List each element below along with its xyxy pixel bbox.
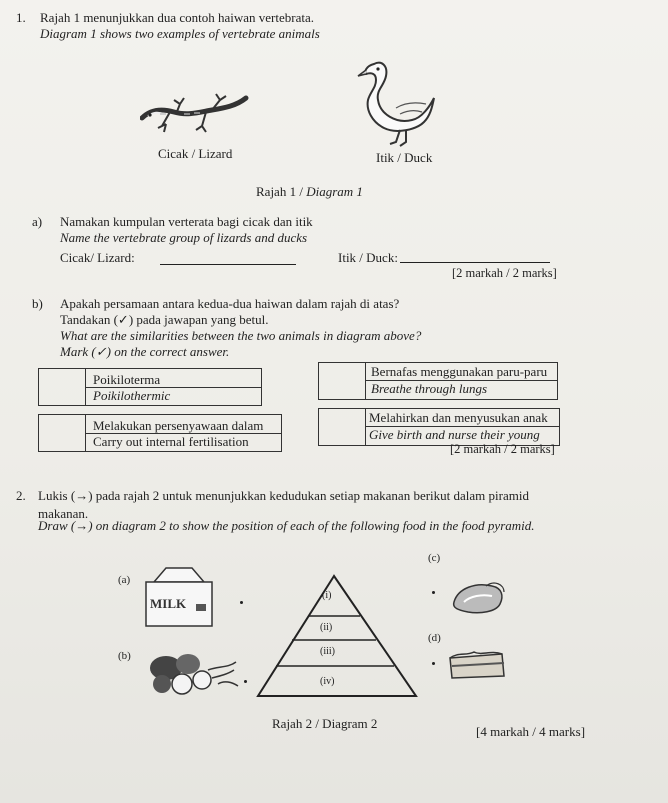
- option-internal-fertilisation-en: Carry out internal fertilisation: [93, 434, 249, 449]
- fruits-vegetables-illustration: [148, 650, 240, 696]
- duck-caption: Itik / Duck: [376, 150, 433, 165]
- option-breathe-lungs[interactable]: [318, 362, 558, 400]
- question-2-ms-1: Lukis (→) pada rajah 2 untuk menunjukkan kedudukan setiap makanan berikut dalam piramid: [38, 488, 529, 503]
- option-internal-fertilisation-checkbox[interactable]: [38, 414, 86, 452]
- cake-illustration: [446, 646, 506, 682]
- diagram-1-caption-en: Diagram 1: [306, 184, 363, 199]
- food-label-c: (c): [428, 552, 441, 564]
- option-give-birth-ms: Melahirkan dan menyusukan anak: [369, 410, 548, 425]
- lizard-caption: Cicak / Lizard: [158, 146, 233, 161]
- question-2-en: Draw (→) on diagram 2 to show the position of each of the following food in the food pyramid.: [38, 518, 535, 533]
- diagram-1-caption-ms: Rajah 1 /: [256, 184, 307, 199]
- duck-answer-line[interactable]: [400, 262, 550, 263]
- meat-dot[interactable]: [432, 591, 435, 594]
- option-breathe-lungs-en: Breathe through lungs: [371, 381, 488, 396]
- option-give-birth-en: Give birth and nurse their young: [369, 427, 540, 442]
- food-label-a: (a): [118, 574, 131, 586]
- part-a-question-ms: Namakan kumpulan verterata bagi cicak dan itik: [60, 214, 313, 229]
- option-poikilothermic-checkbox[interactable]: [38, 368, 86, 406]
- part-b-marks: [2 markah / 2 marks]: [450, 442, 555, 456]
- option-poikilothermic[interactable]: [38, 368, 262, 406]
- milk-carton-illustration: [142, 566, 216, 628]
- lizard-illustration: [140, 88, 250, 136]
- question-2-marks: [4 markah / 4 marks]: [476, 724, 586, 739]
- part-a-question-en: Name the vertebrate group of lizards and ducks: [60, 230, 308, 245]
- question-1-intro-ms: Rajah 1 menunjukkan dua contoh haiwan vertebrata.: [40, 10, 314, 25]
- part-b-question-en-1: What are the similarities between the two animals in diagram above?: [60, 328, 422, 343]
- part-b-question-ms-1: Apakah persamaan antara kedua-dua haiwan dalam rajah di atas?: [60, 296, 400, 311]
- fruits-dot[interactable]: [244, 680, 247, 683]
- option-give-birth[interactable]: [318, 408, 560, 446]
- food-label-b: (b): [118, 650, 131, 662]
- part-a-marks: [2 markah / 2 marks]: [452, 266, 557, 280]
- option-poikilothermic-en: Poikilothermic: [93, 388, 171, 403]
- question-2-number: 2.: [16, 488, 26, 503]
- part-b-label: b): [32, 296, 43, 311]
- part-b-question-ms-2: Tandakan (✓) pada jawapan yang betul.: [60, 312, 269, 327]
- part-b-question-en-2: Mark (✓) on the correct answer.: [60, 344, 230, 359]
- cake-dot[interactable]: [432, 662, 435, 665]
- diagram-2-caption: Rajah 2 / Diagram 2: [272, 716, 378, 731]
- part-a-label: a): [32, 214, 43, 229]
- option-internal-fertilisation[interactable]: [38, 414, 282, 452]
- question-1-number: 1.: [16, 10, 26, 25]
- question-1-intro-en: Diagram 1 shows two examples of vertebrate animals: [40, 26, 320, 41]
- option-poikilothermic-ms: Poikiloterma: [93, 372, 161, 387]
- food-label-d: (d): [428, 632, 441, 644]
- food-pyramid: [252, 572, 422, 704]
- question-2-ms-2: makanan.: [38, 506, 89, 521]
- duck-illustration: [356, 58, 438, 148]
- option-breathe-lungs-ms: Bernafas menggunakan paru-paru: [371, 364, 548, 379]
- duck-field-label: Itik / Duck:: [338, 250, 398, 265]
- pyramid-level-iii[interactable]: (iii): [320, 646, 335, 657]
- option-breathe-lungs-checkbox[interactable]: [318, 362, 366, 400]
- meat-illustration: [450, 580, 506, 616]
- pyramid-level-i[interactable]: (i): [322, 590, 332, 601]
- milk-dot[interactable]: [240, 601, 243, 604]
- lizard-field-label: Cicak/ Lizard:: [60, 250, 135, 265]
- pyramid-level-iv[interactable]: (iv): [320, 676, 335, 687]
- lizard-answer-line[interactable]: [160, 264, 296, 265]
- option-give-birth-checkbox[interactable]: [318, 408, 366, 446]
- milk-carton-text: MILK: [150, 596, 187, 611]
- option-internal-fertilisation-ms: Melakukan persenyawaan dalam: [93, 418, 264, 433]
- pyramid-level-ii[interactable]: (ii): [320, 622, 333, 633]
- diagram-1-caption: [256, 184, 363, 200]
